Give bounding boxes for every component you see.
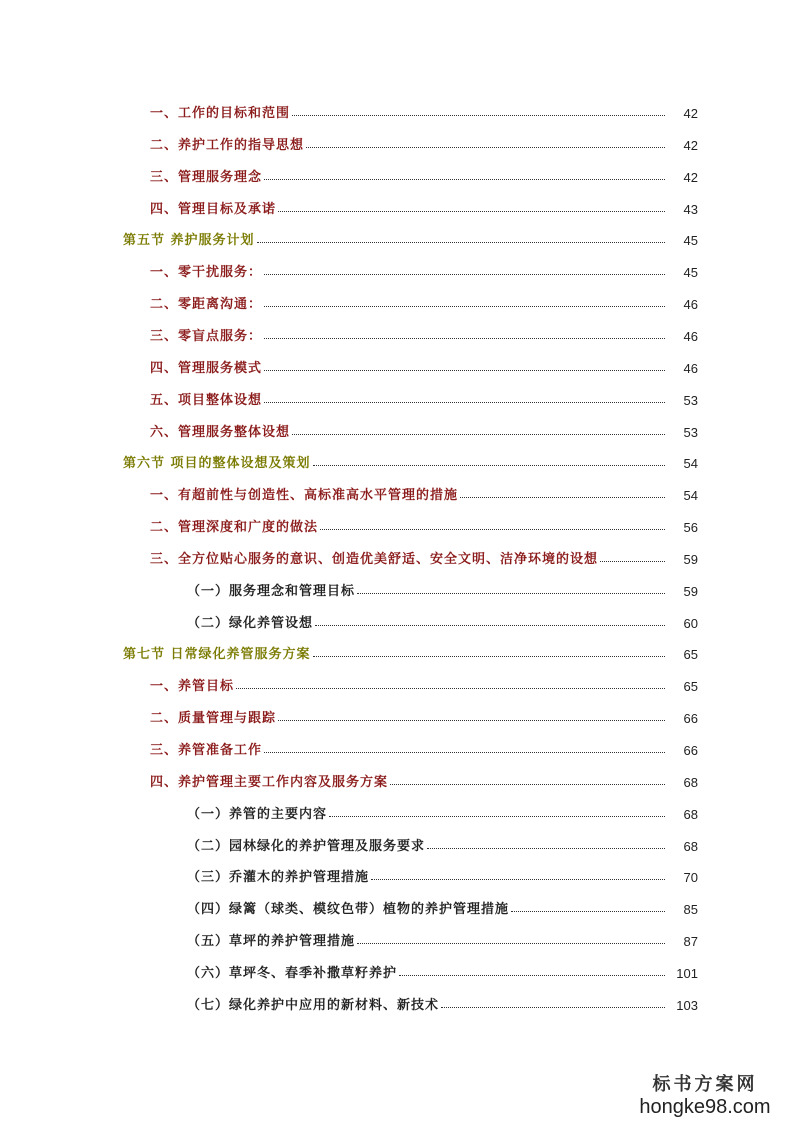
toc-leader-dots — [264, 402, 665, 403]
toc-entry-label: 一、工作的目标和范围 — [150, 106, 291, 121]
toc-leader-dots — [329, 816, 665, 817]
toc-entry-label: 第五节 养护服务计划 — [123, 233, 255, 249]
toc-entry-label: 三、管理服务理念 — [150, 169, 263, 185]
toc-leader-dots — [399, 975, 665, 976]
toc-entry[interactable] — [0, 258, 793, 280]
toc-entry[interactable] — [0, 672, 793, 694]
toc-entry-label: 二、质量管理与跟踪 — [150, 711, 277, 727]
toc-entry-label: 二、管理深度和广度的做法 — [150, 520, 319, 536]
toc-entry[interactable] — [0, 481, 793, 503]
toc-entry-page: 103 — [676, 997, 698, 1013]
toc-entry[interactable] — [0, 99, 793, 121]
toc-entry-page: 59 — [683, 551, 698, 567]
toc-entry[interactable] — [0, 290, 793, 312]
toc-entry-label: （二）绿化养管设想 — [187, 615, 314, 631]
toc-entry[interactable] — [0, 736, 793, 758]
toc-entry-label: 四、养护管理主要工作内容及服务方案 — [150, 774, 389, 790]
watermark-url: hongke98.com — [639, 1096, 771, 1118]
toc-leader-dots — [313, 656, 665, 657]
toc-entry[interactable] — [0, 322, 793, 344]
toc-entry-label: （七）绿化养护中应用的新材料、新技术 — [187, 997, 440, 1013]
toc-entry[interactable] — [0, 863, 793, 885]
toc-entry[interactable] — [0, 577, 793, 599]
toc-leader-dots — [600, 561, 665, 562]
toc-entry-label: 四、管理目标及承诺 — [150, 201, 277, 217]
toc-leader-dots — [313, 465, 665, 466]
toc-entry-page: 68 — [683, 806, 698, 822]
toc-leader-dots — [264, 370, 665, 371]
toc-entry[interactable] — [0, 195, 793, 217]
toc-entry[interactable] — [0, 513, 793, 535]
toc-leader-dots — [511, 911, 665, 912]
toc-entry-label: 一、零干扰服务： — [150, 265, 263, 281]
toc-entry[interactable] — [0, 800, 793, 822]
toc-leader-dots — [264, 752, 665, 753]
toc-entry-page: 101 — [676, 965, 698, 981]
toc-leader-dots — [390, 784, 665, 785]
toc-entry-page: 65 — [683, 647, 698, 663]
toc-entry-page: 42 — [683, 169, 698, 185]
toc-entry-page: 60 — [683, 615, 698, 631]
toc-entry-label: （四）绿篱（球类、模纹色带）植物的养护管理措施 — [187, 902, 510, 918]
toc-entry[interactable] — [0, 418, 793, 440]
toc-entry[interactable] — [0, 131, 793, 153]
toc-entry-page: 46 — [683, 297, 698, 313]
toc-leader-dots — [357, 943, 665, 944]
toc-entry-page: 42 — [683, 137, 698, 153]
toc-entry-page: 68 — [683, 838, 698, 854]
toc-leader-dots — [257, 242, 665, 243]
site-watermark — [620, 1070, 790, 1119]
toc-entry-label: 第七节 日常绿化养管服务方案 — [123, 647, 311, 663]
toc-leader-dots — [427, 848, 665, 849]
toc-entry-label: （五）草坪的养护管理措施 — [187, 934, 356, 950]
toc-entry-label: 二、养护工作的指导思想 — [150, 137, 305, 153]
toc-entry[interactable] — [0, 609, 793, 631]
toc-leader-dots — [264, 306, 665, 307]
toc-entry-label: 四、管理服务模式 — [150, 360, 263, 376]
toc-entry[interactable] — [0, 386, 793, 408]
toc-entry-page: 45 — [683, 233, 698, 249]
toc-entry-page: 46 — [683, 360, 698, 376]
toc-entry[interactable] — [0, 895, 793, 917]
toc-entry[interactable] — [0, 545, 793, 567]
toc-leader-dots — [306, 147, 665, 148]
toc-entry-label: （六）草坪冬、春季补撒草籽养护 — [187, 965, 398, 981]
toc-entry-page: 54 — [683, 488, 698, 504]
toc-entry-page: 66 — [683, 743, 698, 758]
toc-entry-page: 54 — [683, 456, 698, 472]
toc-entry[interactable] — [0, 927, 793, 949]
toc-entry-page: 45 — [683, 265, 698, 281]
toc-entry-label: 一、有超前性与创造性、高标准高水平管理的措施 — [150, 488, 459, 504]
toc-leader-dots — [264, 274, 665, 275]
toc-entry-label: （一）养管的主要内容 — [187, 806, 328, 822]
toc-entry[interactable] — [0, 959, 793, 981]
toc-entry-label: 五、项目整体设想 — [150, 392, 263, 408]
toc-entry-page: 70 — [683, 870, 698, 886]
toc-entry-page: 43 — [683, 201, 698, 217]
toc-leader-dots — [292, 434, 665, 435]
toc-entry-page: 85 — [683, 902, 698, 918]
toc-leader-dots — [315, 625, 665, 626]
toc-entry[interactable] — [0, 640, 793, 662]
toc-entry-label: 三、养管准备工作 — [150, 743, 263, 758]
toc-entry-page: 46 — [683, 328, 698, 344]
toc-entry[interactable] — [0, 832, 793, 854]
toc-entry-label: （三）乔灌木的养护管理措施 — [187, 870, 370, 886]
toc-entry-page: 68 — [683, 774, 698, 790]
toc-entry-label: （二）园林绿化的养护管理及服务要求 — [187, 838, 426, 854]
toc-entry-page: 87 — [683, 934, 698, 950]
toc-entry-page: 53 — [683, 424, 698, 440]
toc-entry[interactable] — [0, 704, 793, 726]
toc-leader-dots — [460, 497, 665, 498]
toc-entry[interactable] — [0, 163, 793, 185]
toc-leader-dots — [371, 879, 665, 880]
toc-entry-page: 65 — [683, 679, 698, 695]
toc-leader-dots — [236, 688, 665, 689]
toc-entry-label: （一）服务理念和管理目标 — [187, 583, 356, 599]
toc-entry-label: 三、零盲点服务： — [150, 328, 263, 344]
toc-leader-dots — [264, 179, 665, 180]
toc-entry[interactable] — [0, 354, 793, 376]
toc-entry-page: 42 — [683, 106, 698, 121]
toc-leader-dots — [320, 529, 665, 530]
toc-entry[interactable] — [0, 449, 793, 471]
toc-leader-dots — [264, 338, 665, 339]
toc-leader-dots — [357, 593, 665, 594]
toc-entry[interactable] — [0, 991, 793, 1013]
toc-entry[interactable] — [0, 226, 793, 248]
toc-entry-label: 二、零距离沟通： — [150, 297, 263, 313]
toc-entry[interactable] — [0, 768, 793, 790]
toc-entry-page: 66 — [683, 711, 698, 727]
toc-leader-dots — [441, 1007, 665, 1008]
toc-entry-label: 第六节 项目的整体设想及策划 — [123, 456, 311, 472]
toc-entry-page: 53 — [683, 392, 698, 408]
toc-leader-dots — [278, 211, 665, 212]
toc-leader-dots — [292, 115, 665, 116]
toc-entry-label: 三、全方位贴心服务的意识、创造优美舒适、安全文明、洁净环境的设想 — [150, 551, 599, 567]
toc-entry-label: 六、管理服务整体设想 — [150, 424, 291, 440]
toc-entry-label: 一、养管目标 — [150, 679, 235, 695]
toc-entry-page: 59 — [683, 583, 698, 599]
toc-entry-page: 56 — [683, 520, 698, 536]
watermark-title: 标书方案网 — [652, 1074, 758, 1095]
toc-leader-dots — [278, 720, 665, 721]
